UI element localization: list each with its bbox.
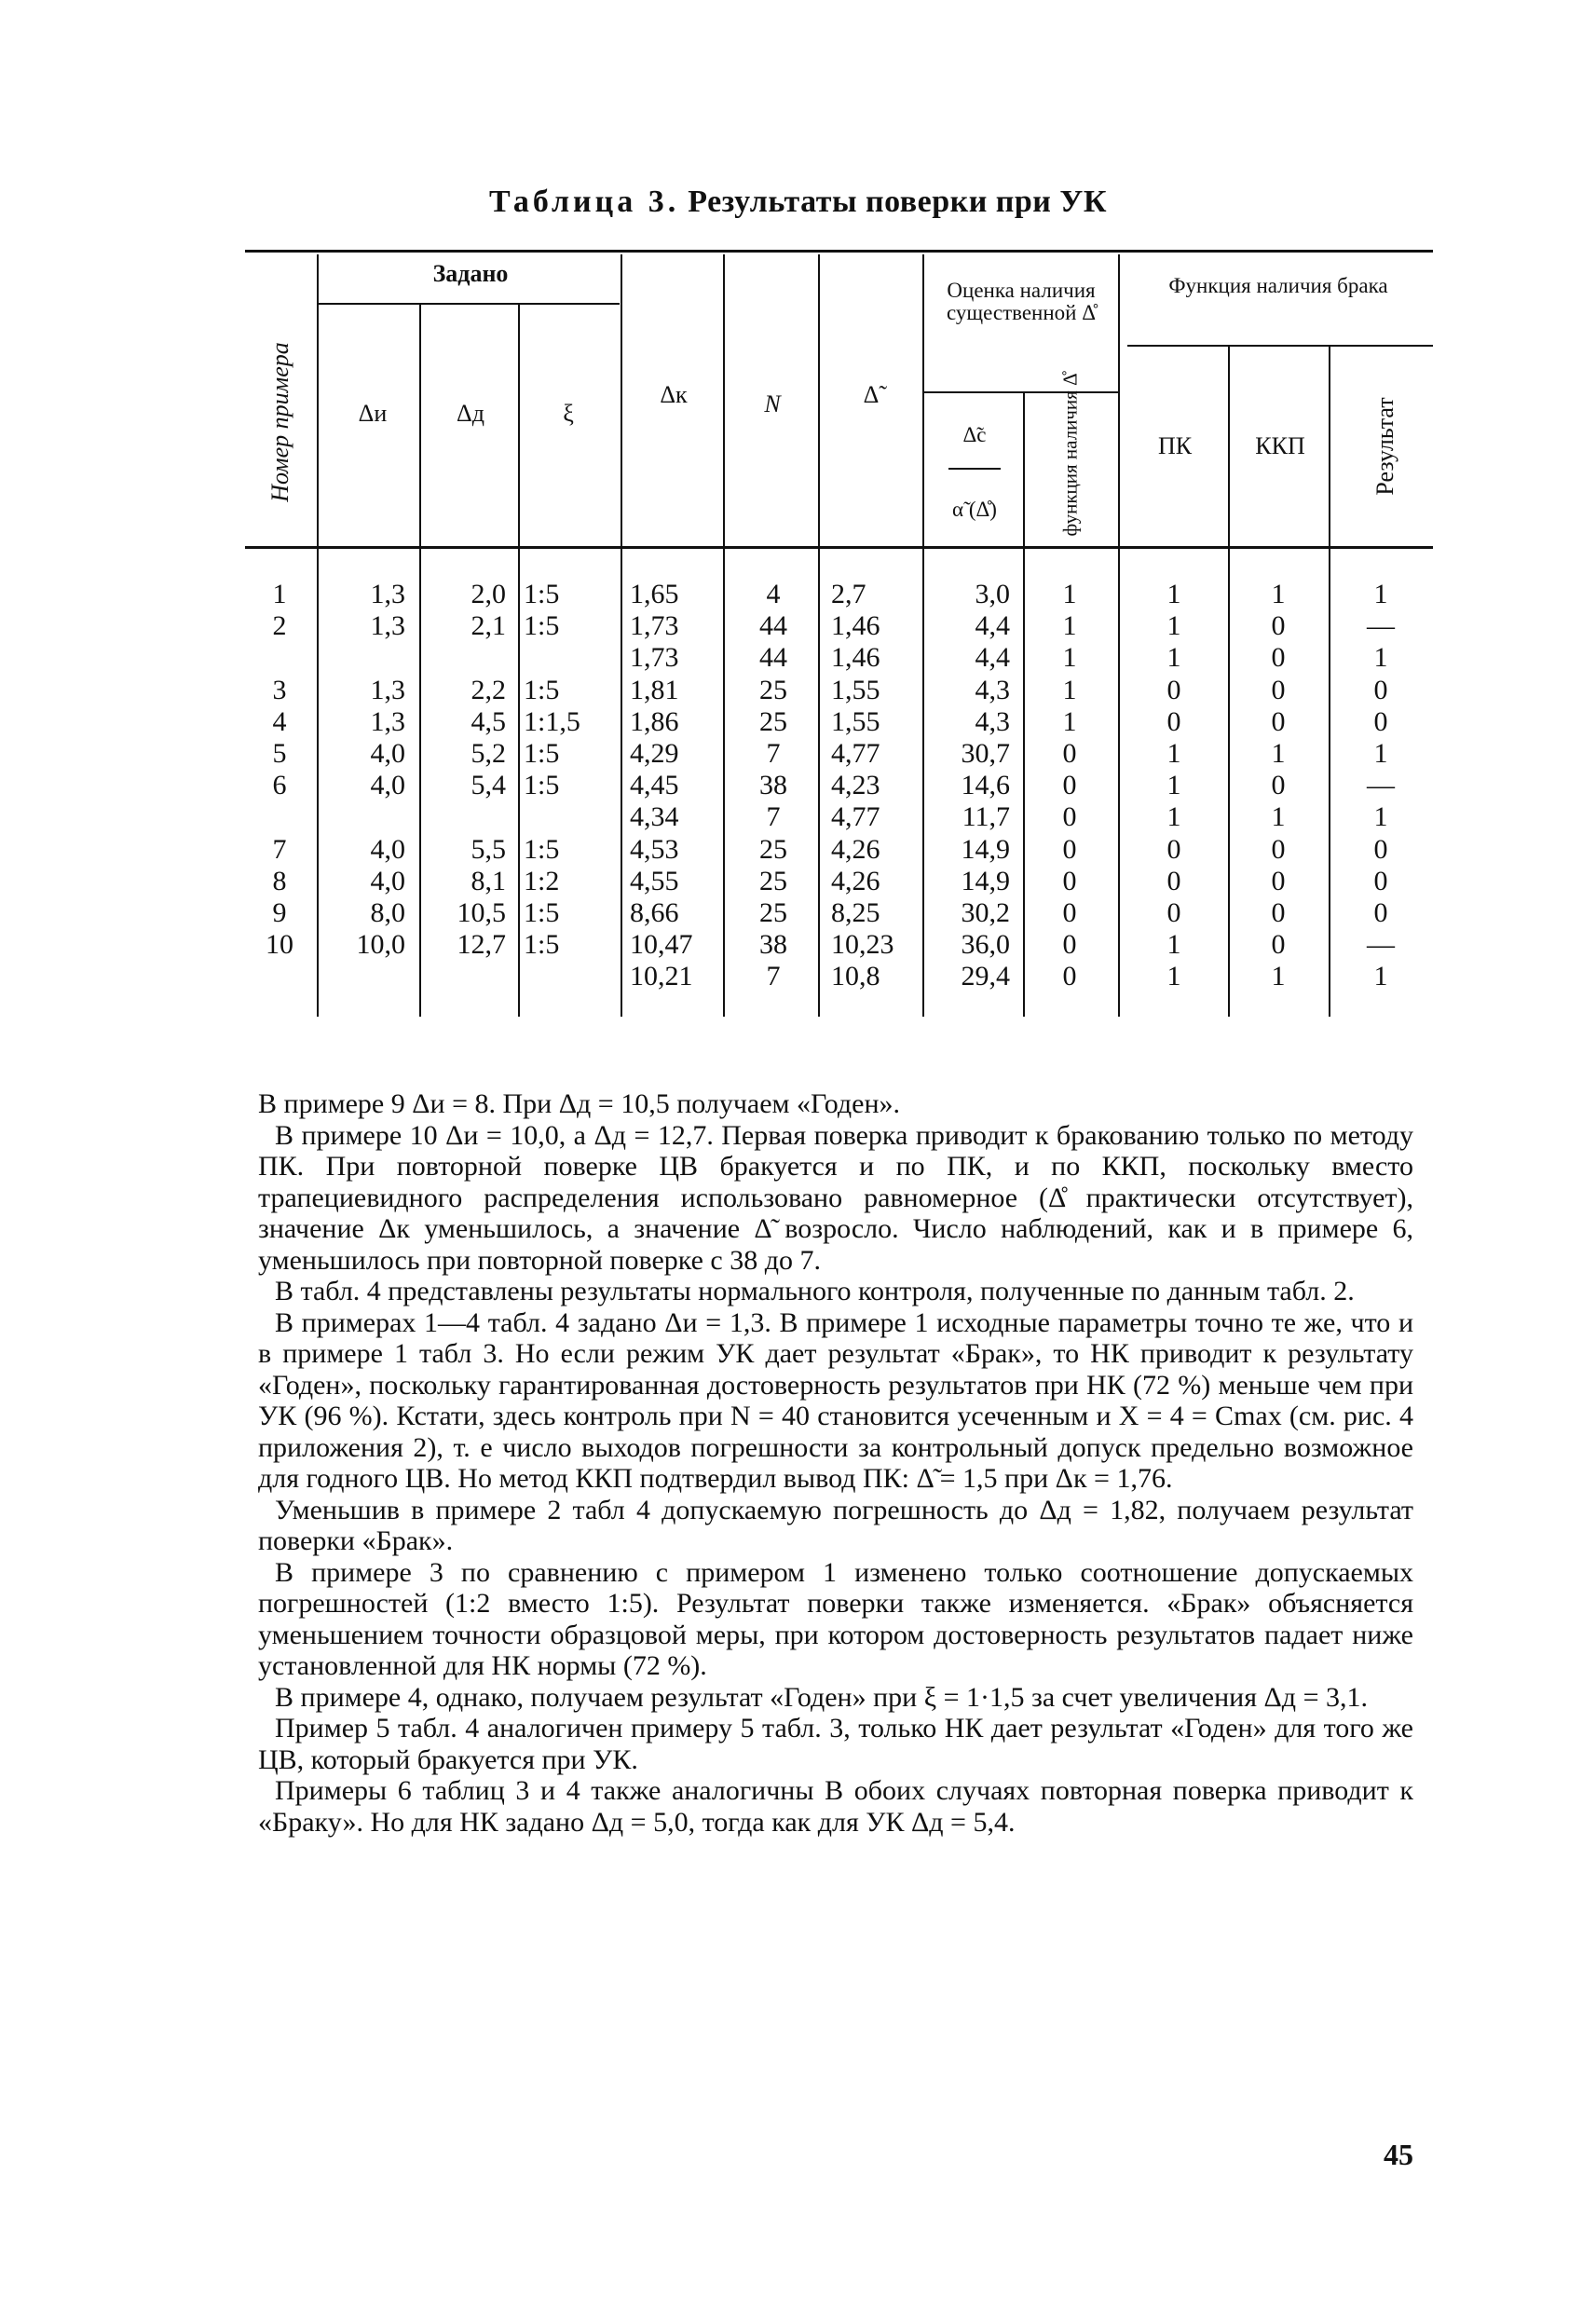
table-cell-dt: 4,26 xyxy=(831,833,880,865)
table-cell-n: 44 xyxy=(759,610,787,642)
table-cell-pk: 0 xyxy=(1166,705,1181,737)
table-cell-ratio: 4,3 xyxy=(975,674,1010,705)
table-cell-f: 0 xyxy=(1062,770,1077,801)
table-header-rule xyxy=(245,546,1433,549)
table-cell-ratio: 14,9 xyxy=(961,865,1010,896)
assessment-group-rule xyxy=(922,391,1118,393)
table-cell-kkp: 0 xyxy=(1271,833,1286,865)
paragraph: Уменьшив в примере 2 табл 4 допускаемую погрешность до Δд = 1,82, получаем результат поверки «Брак». xyxy=(258,1494,1413,1556)
table-cell-num: 6 xyxy=(272,770,287,801)
header-delta-k: Δк xyxy=(660,381,688,408)
table-cell-pk: 0 xyxy=(1166,897,1181,928)
table-cell-dk: 4,45 xyxy=(630,770,679,801)
table-cell-f: 0 xyxy=(1062,801,1077,833)
table-vline xyxy=(621,254,622,1017)
table-cell-f: 1 xyxy=(1062,705,1077,737)
header-defect-function: Функция наличия брака xyxy=(1168,274,1388,297)
table-cell-dk: 1,65 xyxy=(630,579,679,609)
table-cell-f: 0 xyxy=(1062,833,1077,865)
table-cell-dt: 1,46 xyxy=(831,642,880,674)
table-cell-res: 1 xyxy=(1373,642,1388,674)
table-cell-ratio: 4,3 xyxy=(975,705,1010,737)
table-cell-pk: 1 xyxy=(1166,610,1181,642)
table-cell-n: 7 xyxy=(766,961,781,992)
header-ratio-alpha: α̃ (Δ̊) xyxy=(952,498,997,521)
table-cell-di: 1,3 xyxy=(370,579,405,609)
table-cell-n: 25 xyxy=(759,833,787,865)
table-cell-dt: 1,55 xyxy=(831,674,880,705)
table-cell-pk: 0 xyxy=(1166,674,1181,705)
table-cell-res: 0 xyxy=(1373,865,1388,896)
table-cell-n: 38 xyxy=(759,770,787,801)
table-cell-di: 4,0 xyxy=(370,770,405,801)
table-cell-dd xyxy=(424,641,506,674)
table-cell-kkp: 0 xyxy=(1271,897,1286,928)
table-cell-dk: 4,34 xyxy=(630,801,679,833)
table-cell-f: 0 xyxy=(1062,897,1077,928)
table-cell-dt: 2,7 xyxy=(831,579,866,609)
header-example-number: Номер примера xyxy=(266,342,293,502)
table-cell-kkp: 1 xyxy=(1271,961,1286,992)
paragraph: Примеры 6 таблиц 3 и 4 также аналогичны В обоих случаях повторная поверка приводит к «Браку». Но для НК задано Δд = 5,0, тогда как для УК Δд = 5,4. xyxy=(258,1775,1413,1838)
table-cell-di xyxy=(331,641,405,674)
table-cell-dk: 1,73 xyxy=(630,642,679,674)
header-given: Задано xyxy=(432,260,509,287)
table-cell-num: 9 xyxy=(272,897,287,928)
table-cell-pk: 1 xyxy=(1166,929,1181,961)
table-cell-dd: 4,5 xyxy=(471,705,506,737)
table-cell-pk: 1 xyxy=(1166,961,1181,992)
table-cell-di: 4,0 xyxy=(370,833,405,865)
table-cell-f: 1 xyxy=(1062,579,1077,609)
table-top-rule xyxy=(245,250,1433,253)
table-cell-dd: 5,5 xyxy=(471,833,506,865)
table-cell-res: 0 xyxy=(1373,833,1388,865)
table-title-text: Результаты поверки при УК xyxy=(688,185,1107,219)
table-cell-kkp: 0 xyxy=(1271,929,1286,961)
table-cell-dk: 4,55 xyxy=(630,865,679,896)
table-vline xyxy=(818,254,820,1017)
table-cell-res: 0 xyxy=(1373,674,1388,705)
table-cell-dd: 5,2 xyxy=(471,738,506,769)
table-cell-num: 8 xyxy=(272,865,287,896)
header-n: N xyxy=(764,390,781,417)
table-cell-ratio: 30,7 xyxy=(961,738,1010,769)
table-cell-kkp: 1 xyxy=(1271,579,1286,609)
table-cell-f: 0 xyxy=(1062,929,1077,961)
table-cell-dt: 1,46 xyxy=(831,610,880,642)
paragraph: В примере 9 Δи = 8. При Δд = 10,5 получаем «Годен». xyxy=(258,1088,901,1119)
table-cell-dk: 8,66 xyxy=(630,897,679,928)
table-cell-ratio: 11,7 xyxy=(962,801,1010,833)
table-cell-dd: 10,5 xyxy=(457,897,506,928)
table-cell-di: 10,0 xyxy=(356,929,405,961)
table-cell-res: 0 xyxy=(1373,705,1388,737)
table-cell-num: 7 xyxy=(272,833,287,865)
table-vline xyxy=(1118,254,1120,1017)
header-delta-tilde: Δ̃ xyxy=(863,381,880,408)
table-cell-xi xyxy=(524,641,617,674)
table-cell-dd xyxy=(424,960,506,992)
table-cell-res: 1 xyxy=(1373,961,1388,992)
table-cell-xi: 1:5 xyxy=(524,610,560,642)
table-vline xyxy=(1023,391,1025,1017)
table-cell-dt: 1,55 xyxy=(831,705,880,737)
table-cell-ratio: 14,9 xyxy=(961,833,1010,865)
table-cell-num xyxy=(252,641,307,674)
table-cell-dd: 12,7 xyxy=(457,929,506,961)
table-cell-ratio: 36,0 xyxy=(961,929,1010,961)
table-cell-res: 0 xyxy=(1373,897,1388,928)
table-cell-xi: 1:5 xyxy=(524,897,560,928)
table-cell-f: 1 xyxy=(1062,674,1077,705)
table-cell-xi: 1:5 xyxy=(524,929,560,961)
table-cell-xi: 1:1,5 xyxy=(524,705,580,737)
table-cell-num: 3 xyxy=(272,674,287,705)
table-cell-num: 1 xyxy=(272,579,287,609)
paragraph: В примере 10 Δи = 10,0, а Δд = 12,7. Первая поверка приводит к бракованию только по методу ПК. При повторной поверке ЦВ бракуется и по ПК, и по ККП, поскольку вместо трапециевидного распределения использовано равномерное (Δ̊ практически отсутствует), значение Δк уменьшилось, а значение Δ̃ возросло. Число наблюдений, как и в примере 6, уменьшилось при повторной поверке с 38 до 7. xyxy=(258,1119,1413,1276)
table-cell-res: 1 xyxy=(1373,579,1388,609)
table-cell-ratio: 14,6 xyxy=(961,770,1010,801)
table-cell-dk: 10,21 xyxy=(630,961,693,992)
table-cell-ratio: 3,0 xyxy=(975,579,1010,609)
table-cell-xi: 1:5 xyxy=(524,770,560,801)
table-cell-dd: 2,0 xyxy=(471,579,506,609)
table-cell-xi: 1:5 xyxy=(524,738,560,769)
table-cell-res: 1 xyxy=(1373,738,1388,769)
table-cell-di: 4,0 xyxy=(370,865,405,896)
header-kkp: ККП xyxy=(1255,432,1305,459)
table-cell-pk: 1 xyxy=(1166,642,1181,674)
table-cell-di: 4,0 xyxy=(370,738,405,769)
header-xi: ξ xyxy=(563,400,574,427)
table-cell-di xyxy=(331,800,405,833)
table-cell-f: 0 xyxy=(1062,961,1077,992)
table-cell-pk: 1 xyxy=(1166,579,1181,609)
table-cell-n: 25 xyxy=(759,705,787,737)
table-cell-n: 25 xyxy=(759,897,787,928)
table-cell-res: — xyxy=(1367,929,1395,961)
table-cell-num: 5 xyxy=(272,738,287,769)
table-cell-n: 7 xyxy=(766,801,781,833)
header-pk: ПК xyxy=(1157,432,1193,459)
table-cell-di: 8,0 xyxy=(370,897,405,928)
table-cell-xi: 1:2 xyxy=(524,865,560,896)
table-cell-pk: 1 xyxy=(1166,770,1181,801)
table-cell-n: 25 xyxy=(759,674,787,705)
table-cell-dk: 4,53 xyxy=(630,833,679,865)
table-cell-kkp: 1 xyxy=(1271,801,1286,833)
table-cell-num: 2 xyxy=(272,610,287,642)
table-cell-f: 0 xyxy=(1062,865,1077,896)
given-group-rule xyxy=(317,303,620,305)
table-cell-pk: 1 xyxy=(1166,738,1181,769)
table-title-label: Таблица 3. xyxy=(489,185,680,219)
table-cell-n: 7 xyxy=(766,738,781,769)
table-cell-dd xyxy=(424,800,506,833)
table-cell-xi xyxy=(524,800,617,833)
table-cell-xi: 1:5 xyxy=(524,674,560,705)
table-cell-res: — xyxy=(1367,770,1395,801)
table-cell-f: 1 xyxy=(1062,610,1077,642)
table-vline xyxy=(317,254,319,1017)
table-cell-dt: 4,26 xyxy=(831,865,880,896)
table-cell-dk: 4,29 xyxy=(630,738,679,769)
table-cell-xi xyxy=(524,960,617,992)
table-cell-di: 1,3 xyxy=(370,610,405,642)
table-cell-dt: 4,77 xyxy=(831,801,880,833)
table-cell-xi: 1:5 xyxy=(524,833,560,865)
table-title xyxy=(0,185,1596,220)
table-cell-f: 0 xyxy=(1062,738,1077,769)
header-ratio-fraction-bar xyxy=(948,468,1001,470)
header-result: Результат xyxy=(1371,397,1398,496)
table-cell-dk: 10,47 xyxy=(630,929,693,961)
table-cell-dk: 1,86 xyxy=(630,705,679,737)
table-cell-f: 1 xyxy=(1062,642,1077,674)
table-cell-dt: 4,23 xyxy=(831,770,880,801)
table-cell-kkp: 0 xyxy=(1271,610,1286,642)
table-cell-dd: 2,1 xyxy=(471,610,506,642)
table-cell-dt: 10,8 xyxy=(831,961,880,992)
table-cell-ratio: 4,4 xyxy=(975,610,1010,642)
table-cell-kkp: 0 xyxy=(1271,642,1286,674)
body-text xyxy=(258,1088,1413,1838)
table-vline xyxy=(518,303,520,1017)
header-ratio-delta-c: Δ̃с xyxy=(962,423,987,446)
header-delta-d: Δд xyxy=(457,400,484,427)
table-cell-dk: 1,73 xyxy=(630,610,679,642)
table-cell-ratio: 4,4 xyxy=(975,642,1010,674)
table-cell-dt: 10,23 xyxy=(831,929,894,961)
table-cell-kkp: 1 xyxy=(1271,738,1286,769)
table-cell-n: 38 xyxy=(759,929,787,961)
table-cell-res: — xyxy=(1367,610,1395,642)
table-vline xyxy=(723,254,725,1017)
table-cell-dd: 5,4 xyxy=(471,770,506,801)
table-cell-ratio: 30,2 xyxy=(961,897,1010,928)
table-cell-dk: 1,81 xyxy=(630,674,679,705)
table-cell-di: 1,3 xyxy=(370,705,405,737)
paragraph: В табл. 4 представлены результаты нормального контроля, полученные по данным табл. 2. xyxy=(275,1276,1355,1306)
paragraph: В примерах 1—4 табл. 4 задано Δи = 1,3. В примере 1 исходные параметры точно те же, что и в примере 1 табл 3. Но если режим УК дает результат «Брак», то НК приводит к результату «Годен», поскольку гарантированная достоверность результатов при НК (72 %) меньше чем при УК (96 %). Кстати, здесь контроль при N = 40 становится усеченным и X = 4 = Cmax (см. рис. 4 приложения 2), т. е число выходов погрешности за контрольный допуск предельно возможное для годного ЦВ. Но метод ККП подтвердил вывод ПК: Δ̃ = 1,5 при Δк = 1,76. xyxy=(258,1306,1413,1494)
header-presence-function: функция наличия Δ̊ xyxy=(1058,373,1082,537)
table-vline xyxy=(1329,345,1330,1017)
table-cell-pk: 1 xyxy=(1166,801,1181,833)
table-cell-pk: 0 xyxy=(1166,865,1181,896)
table-cell-num: 4 xyxy=(272,705,287,737)
defect-group-rule xyxy=(1127,345,1433,347)
paragraph: Пример 5 табл. 4 аналогичен примеру 5 табл. 3, только НК дает результат «Годен» для того же ЦВ, который бракуется при УК. xyxy=(258,1713,1413,1775)
table-cell-dt: 8,25 xyxy=(831,897,880,928)
table-cell-n: 44 xyxy=(759,642,787,674)
table-cell-dd: 2,2 xyxy=(471,674,506,705)
page-number: 45 xyxy=(1384,2138,1413,2171)
table-cell-di xyxy=(331,960,405,992)
paragraph: В примере 4, однако, получаем результат «Годен» при ξ = 1·1,5 за счет увеличения Δд = 3,1. xyxy=(275,1681,1368,1713)
table-cell-ratio: 29,4 xyxy=(961,961,1010,992)
table-cell-num: 10 xyxy=(266,929,293,961)
table-cell-dt: 4,77 xyxy=(831,738,880,769)
table-cell-pk: 0 xyxy=(1166,833,1181,865)
table-cell-n: 4 xyxy=(766,579,781,609)
table-cell-res: 1 xyxy=(1373,801,1388,833)
header-delta-i: Δи xyxy=(358,400,388,427)
table-cell-di: 1,3 xyxy=(370,674,405,705)
header-assessment: Оценка наличия существенной Δ̊ xyxy=(946,279,1097,325)
table-cell-kkp: 0 xyxy=(1271,705,1286,737)
table-cell-xi: 1:5 xyxy=(524,579,560,609)
table-cell-dd: 8,1 xyxy=(471,865,506,896)
table-vline xyxy=(419,303,421,1017)
table-vline xyxy=(1228,345,1230,1017)
table-cell-kkp: 0 xyxy=(1271,674,1286,705)
table-cell-num xyxy=(252,800,307,833)
table-cell-kkp: 0 xyxy=(1271,865,1286,896)
paragraph: В примере 3 по сравнению с примером 1 изменено только соотношение допускаемых погрешностей (1:2 вместо 1:5). Результат поверки также изменяется. «Брак» объясняется уменьшением точности образцовой меры, при котором достоверность результатов падает ниже установленной для НК нормы (72 %). xyxy=(258,1556,1413,1681)
table-cell-kkp: 0 xyxy=(1271,770,1286,801)
table-cell-n: 25 xyxy=(759,865,787,896)
table-vline xyxy=(922,254,924,1017)
table-cell-num xyxy=(252,960,307,992)
